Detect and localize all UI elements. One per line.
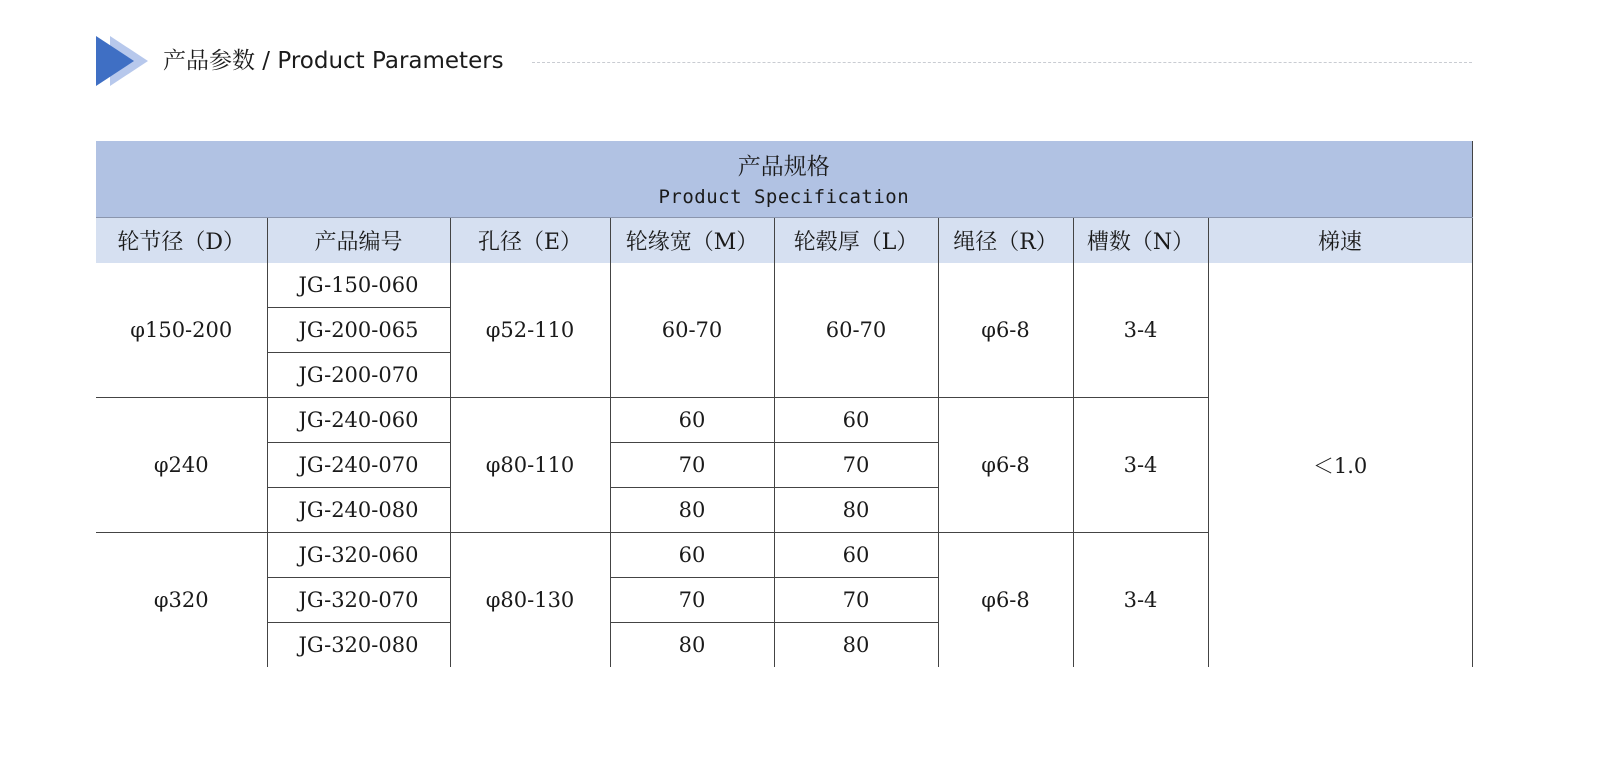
bore-cell: φ80-130 <box>450 533 610 668</box>
speed-cell: ＜1.0 <box>1208 263 1472 667</box>
groove-count-cell: 3-4 <box>1073 398 1208 533</box>
column-header: 孔径（E） <box>450 218 610 264</box>
hub-thickness-cell: 60 <box>774 533 938 578</box>
section-header <box>96 36 1472 86</box>
rim-width-cell: 80 <box>610 488 774 533</box>
diameter-cell: φ150-200 <box>130 318 233 342</box>
bore-cell: φ80-110 <box>450 398 610 533</box>
spec-table <box>96 141 1473 667</box>
column-header-row <box>96 218 1472 264</box>
hub-thickness-cell: 80 <box>774 488 938 533</box>
table-title <box>96 141 1472 218</box>
column-header: 产品编号 <box>267 218 450 264</box>
column-header: 梯速 <box>1208 218 1472 264</box>
section-title: 产品参数 / Product Parameters <box>163 48 504 74</box>
groove-count-cell: 3-4 <box>1073 263 1208 398</box>
hub-thickness-cell: 60-70 <box>774 263 938 398</box>
product-code-cell: JG-320-060 <box>267 533 450 578</box>
product-code-cell: JG-200-070 <box>267 353 450 398</box>
hub-thickness-cell: 70 <box>774 443 938 488</box>
product-code-cell: JG-240-070 <box>267 443 450 488</box>
column-header: 轮毂厚（L） <box>774 218 938 264</box>
diameter-cell: φ320 <box>96 533 267 668</box>
rim-width-cell: 60-70 <box>610 263 774 398</box>
rim-width-cell: 70 <box>610 443 774 488</box>
double-chevron-right-icon <box>96 36 148 86</box>
column-header: 槽数（N） <box>1073 218 1208 264</box>
rope-diameter-cell: φ6-8 <box>938 533 1073 668</box>
column-header: 轮缘宽（M） <box>610 218 774 264</box>
product-code-cell: JG-320-070 <box>267 578 450 623</box>
product-code-cell: JG-240-060 <box>267 398 450 443</box>
product-code-cell: JG-240-080 <box>267 488 450 533</box>
rim-width-cell: 60 <box>610 533 774 578</box>
bore-cell: φ52-110 <box>450 263 610 398</box>
groove-count-cell: 3-4 <box>1073 533 1208 668</box>
table-row <box>96 263 1472 308</box>
rim-width-cell: 60 <box>610 398 774 443</box>
hub-thickness-cell: 70 <box>774 578 938 623</box>
rim-width-cell: 70 <box>610 578 774 623</box>
product-code-cell: JG-320-080 <box>267 623 450 668</box>
product-code-cell: JG-200-065 <box>267 308 450 353</box>
rope-diameter-cell: φ6-8 <box>938 398 1073 533</box>
column-header: 轮节径（D） <box>96 218 267 264</box>
table-title-row <box>96 141 1472 218</box>
rim-width-cell: 80 <box>610 623 774 668</box>
table-title-cn: 产品规格 <box>737 154 830 180</box>
hub-thickness-cell: 80 <box>774 623 938 668</box>
hub-thickness-cell: 60 <box>774 398 938 443</box>
column-header: 绳径（R） <box>938 218 1073 264</box>
diameter-cell: φ240 <box>96 398 267 533</box>
rope-diameter-cell: φ6-8 <box>938 263 1073 398</box>
product-code-cell: JG-150-060 <box>267 263 450 308</box>
dashed-divider <box>532 62 1472 63</box>
table-title-en: Product Specification <box>658 186 910 208</box>
